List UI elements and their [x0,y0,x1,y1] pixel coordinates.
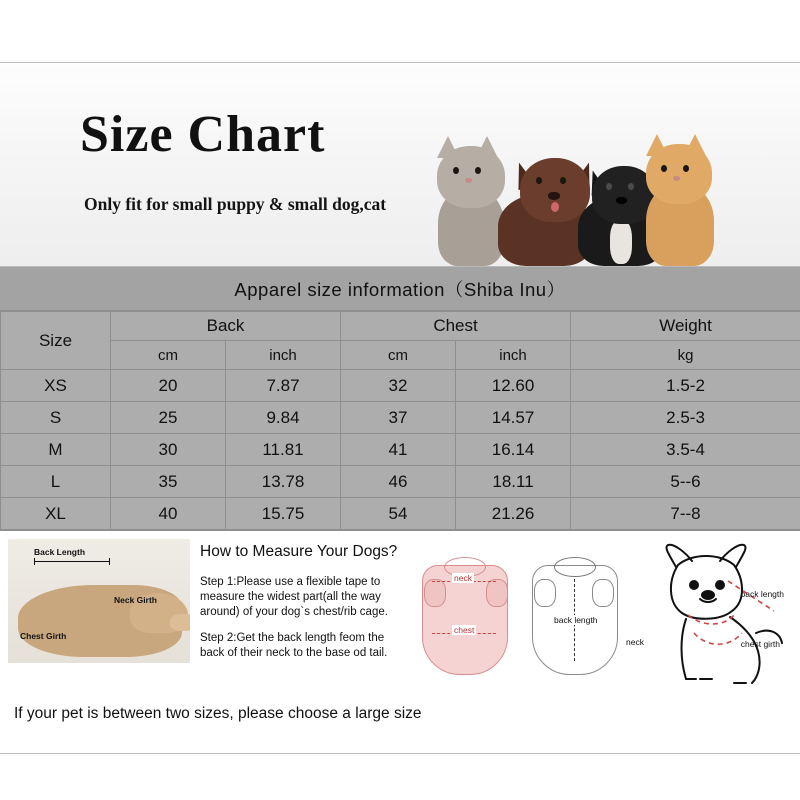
unit-chest-cm: cm [341,341,456,370]
cell-chest-inch: 16.14 [456,434,571,466]
cell-size: M [1,434,111,466]
label-neck-girth: Neck Girth [114,595,157,605]
page-title: Size Chart [80,106,326,163]
table-row [1,434,800,466]
measure-step-2: Step 2:Get the back length feom the back of their neck to the base od tail. [200,632,388,659]
cell-weight-kg: 1.5-2 [571,370,800,402]
cell-chest-cm: 46 [341,466,456,498]
cell-chest-inch: 18.11 [456,466,571,498]
header-back: Back [111,312,341,341]
cell-back-cm: 30 [111,434,226,466]
cell-chest-cm: 32 [341,370,456,402]
cell-chest-inch: 21.26 [456,498,571,530]
cell-back-cm: 25 [111,402,226,434]
unit-back-inch: inch [226,341,341,370]
table-header-unit-row [1,341,800,370]
label-garment-neck: neck [454,573,472,583]
label-garment-chest: chest [454,625,475,635]
footnote: If your pet is between two sizes, please choose a large size [14,705,422,722]
header-chest: Chest [341,312,571,341]
table-header-group-row [1,312,800,341]
table-row [1,402,800,434]
label-chest-girth: Chest Girth [20,631,67,641]
cell-back-inch: 13.78 [226,466,341,498]
measure-step-1: Step 1:Please use a flexible tape to measure the widest part(all the way around) of your dog`s chest/rib cage. [200,576,388,618]
unit-back-cm: cm [111,341,226,370]
table-row [1,498,800,530]
cell-size: L [1,466,111,498]
unit-chest-inch: inch [456,341,571,370]
measure-instructions-panel [0,530,800,735]
label-garment-back-length: back length [554,615,598,625]
kitten-orange-image [638,124,722,266]
label-linedog-neck: neck [626,637,644,647]
cell-chest-cm: 37 [341,402,456,434]
label-linedog-chest-girth: chest girth [740,639,780,649]
banner [0,63,800,267]
measure-title: How to Measure Your Dogs? [200,543,398,560]
pets-illustration [422,116,722,266]
cell-chest-cm: 54 [341,498,456,530]
line-art-dog-diagram [624,541,792,691]
cell-weight-kg: 2.5-3 [571,402,800,434]
cell-chest-inch: 14.57 [456,402,571,434]
cell-back-inch: 15.75 [226,498,341,530]
line-art-dog-svg [624,541,792,691]
header-weight: Weight [571,312,800,341]
dog-measurement-photo [8,539,190,663]
size-chart-sheet [0,62,800,754]
cell-back-cm: 35 [111,466,226,498]
label-linedog-back-length: back length [740,589,784,599]
cell-size: XS [1,370,111,402]
cell-weight-kg: 5--6 [571,466,800,498]
cell-chest-inch: 12.60 [456,370,571,402]
cell-back-cm: 20 [111,370,226,402]
unit-weight-kg: kg [571,341,800,370]
cell-size: S [1,402,111,434]
back-length-leader-line [34,561,110,562]
garment-diagram-white [528,549,620,681]
table-row [1,370,800,402]
cell-chest-cm: 41 [341,434,456,466]
banner-subtitle: Only fit for small puppy & small dog,cat [84,194,387,214]
cell-back-cm: 40 [111,498,226,530]
cell-back-inch: 9.84 [226,402,341,434]
cell-weight-kg: 7--8 [571,498,800,530]
size-table [0,311,800,530]
table-row [1,466,800,498]
apparel-size-heading [0,267,800,311]
garment-diagram-pink [418,549,514,681]
header-size: Size [1,312,111,370]
apparel-size-heading-text: Apparel size information（Shiba Inu） [234,278,566,300]
cell-back-inch: 11.81 [226,434,341,466]
cell-size: XL [1,498,111,530]
cell-weight-kg: 3.5-4 [571,434,800,466]
cell-back-inch: 7.87 [226,370,341,402]
label-back-length: Back Length [34,547,86,557]
